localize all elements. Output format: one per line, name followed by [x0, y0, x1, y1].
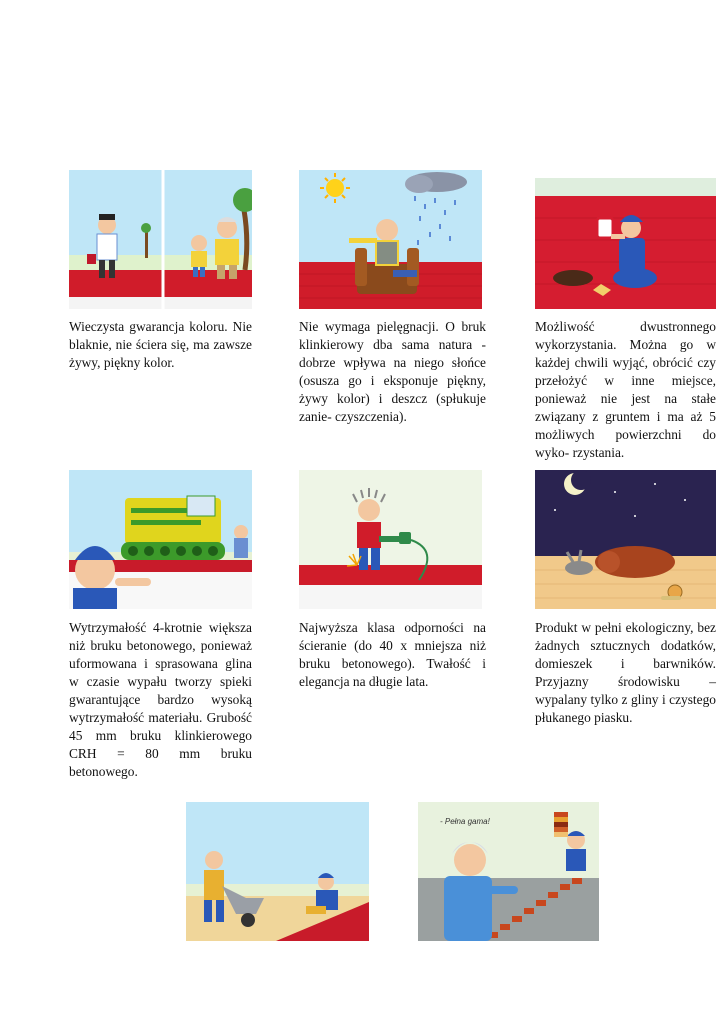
illustration-color-guarantee	[69, 170, 252, 309]
illustration-reversible	[535, 178, 716, 309]
illustration-strength	[69, 470, 252, 609]
illustration-full-range	[418, 802, 599, 941]
caption-abrasion: Najwyższa klasa odporności na ścieranie (do 40 x mniejsza niż bruku betonowego). Twałość i elegancja na długie lata.	[299, 620, 486, 689]
speech-bubble: - Pełna gama!	[440, 817, 490, 826]
caption-reversible: Możliwość dwustronnego wykorzystania. Można go w każdej chwili wyjąć, obrócić czy przełożyć w inne miejsce, ponieważ nie jest na stałe związany z gruntem i ma aż 5 możliwych powierzchni do wyko- rzystania.	[535, 319, 716, 460]
illustration-abrasion	[299, 470, 482, 609]
caption-ecological: Produkt w pełni ekologiczny, bez żadnych sztucznych dodatków, domieszek i barwników. Przyjazny środowisku – wypalany tylko z gliny i czystego płukanego piasku.	[535, 620, 716, 725]
caption-strength: Wytrzymałość 4-krotnie większa niż bruku betonowego, ponieważ uformowana i sprasowana glina w czasie wypału tworzy spieki gwarantujące bardzo wysoką wytrzymałość materiału. Grubość 45 mm bruku klinkierowego CRH = 80 mm bruku betonowego.	[69, 620, 252, 779]
caption-color-guarantee: Wieczysta gwarancja koloru. Nie blaknie, nie ściera się, ma zawsze żywy, piękny kolor.	[69, 319, 252, 370]
illustration-ecological	[535, 470, 716, 609]
illustration-no-maintenance	[299, 170, 482, 309]
caption-no-maintenance: Nie wymaga pielęgnacji. O bruk klinkierowy dba sama natura - dobrze wpływa na niego słońce (osusza go i eksponuje piękny, żywy kolor) i deszcz (spłukuje zanie- czyszczenia).	[299, 319, 486, 424]
illustration-sand-laying	[186, 802, 369, 941]
